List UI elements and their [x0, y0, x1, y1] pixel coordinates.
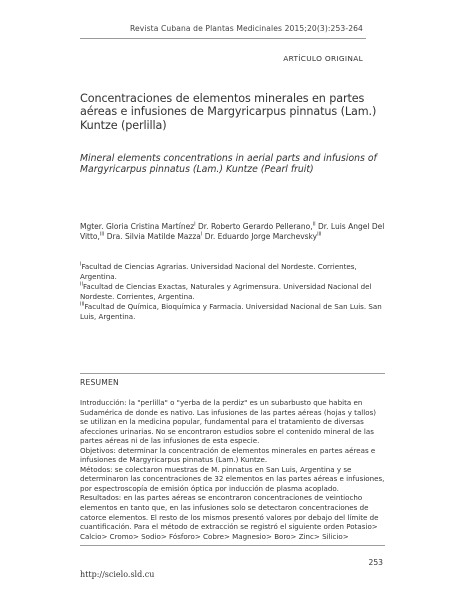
author-list [80, 222, 385, 242]
abstract-methods-text: se colectaron muestras de M. pinnatus en San Luis, Argentina y se determinaron las concentraciones de 32 elementos en las partes aéreas e infusiones, por espectroscopía de emisión óptica por inducción de plasma acoplado. [80, 464, 385, 493]
affiliation-mark: III [80, 302, 85, 309]
abstract-results-label: Resultados: [80, 493, 122, 503]
title-spanish: Concentraciones de elementos minerales en partes aéreas e infusiones de Margyricarpus pinnatus (Lam.) Kuntze (perlilla) [80, 92, 377, 132]
title-english: Mineral elements concentrations in aerial parts and infusions of Margyricarpus pinnatus (Lam.) Kuntze (Pearl fruit) [80, 153, 377, 176]
abstract-objectives-label: Objetivos: [80, 445, 116, 455]
header-divider [80, 38, 366, 39]
author-affiliation-mark: III [317, 231, 322, 238]
affiliation-text: Facultad de Ciencias Agrarias. Universidad Nacional del Nordeste. Corrientes, Argentina. [80, 262, 357, 281]
abstract-paragraph [80, 465, 385, 494]
journal-url-link[interactable]: http://scielo.sld.cu [80, 570, 155, 579]
journal-title: Revista Cubana de Plantas Medicinales 2015;20(3):253-264 [130, 24, 363, 33]
author-affiliation-mark: III [99, 231, 105, 238]
affiliation-item [80, 262, 385, 281]
abstract-methods-label: Métodos: [80, 464, 113, 474]
author-name: Dra. Silvia Matilde Mazza [104, 232, 201, 241]
journal-header [0, 0, 463, 46]
affiliation-text: Facultad de Química, Bioquímica y Farmacia. Universidad Nacional de San Luis. San Luis, Argentina. [80, 302, 382, 321]
abstract-paragraph [80, 446, 385, 465]
abstract-results-text: en las partes aéreas se encontraron concentraciones de veintiocho elementos en tanto que, en las infusiones solo se detectaron concentraciones de catorce elementos. El resto de los mismos presentó valores por debajo del límite de cuantificación. Para el método de extracción se registró el siguiente orden Potasio> Calcio> Cromo> Sodio> Fósforo> Cobre> Magnesio> Boro> Zinc> Silicio> [80, 493, 379, 541]
affiliation-mark: II [80, 281, 83, 288]
footer-divider [80, 545, 385, 546]
author-name: Mgter. Gloria Cristina Martínez [80, 222, 195, 231]
abstract-intro-label: Introducción: [80, 398, 127, 407]
author-name: Dr. Luis Angel Del Vitto, [80, 222, 385, 241]
author-name: Dr. Eduardo Jorge Marchevsky [202, 232, 318, 241]
author-name: Dr. Roberto Gerardo Pellerano, [195, 222, 313, 231]
affiliation-item [80, 282, 385, 301]
affiliation-item [80, 302, 385, 321]
abstract-intro-text: la "perlilla" o "yerba de la perdiz" es un subarbusto que habita en Sudamérica de donde es nativo. Las infusiones de las partes aéreas (hojas y tallos) se utilizan en la medicina popular, fundamental para el tratamiento de diversas afecciones urinarias. No se encontraron estudios sobre el contenido mineral de las partes aéreas ni de las infusiones de esta especie. [80, 398, 377, 446]
abstract-heading: RESUMEN [80, 378, 119, 387]
article-type-label: ARTÍCULO ORIGINAL [283, 54, 363, 63]
abstract-top-divider [80, 373, 385, 374]
author-affiliation-mark: II [312, 221, 316, 228]
abstract-paragraph [80, 493, 385, 541]
author-affiliation-mark: I [200, 231, 203, 238]
abstract-body [80, 398, 385, 541]
abstract-paragraph [80, 398, 385, 446]
author-affiliation-mark: I [194, 221, 196, 228]
affiliation-text: Facultad de Ciencias Exactas, Naturales y Agrimensura. Universidad Nacional del Nordeste. Corrientes, Argentina. [80, 282, 372, 301]
affiliation-list [80, 262, 385, 323]
abstract-objectives-text: determinar la concentración de elementos minerales en partes aéreas e infusiones de Margyricarpus pinnatus (Lam.) Kuntze. [80, 445, 376, 465]
affiliation-mark: I [80, 261, 82, 268]
page-number: 253 [368, 558, 383, 567]
